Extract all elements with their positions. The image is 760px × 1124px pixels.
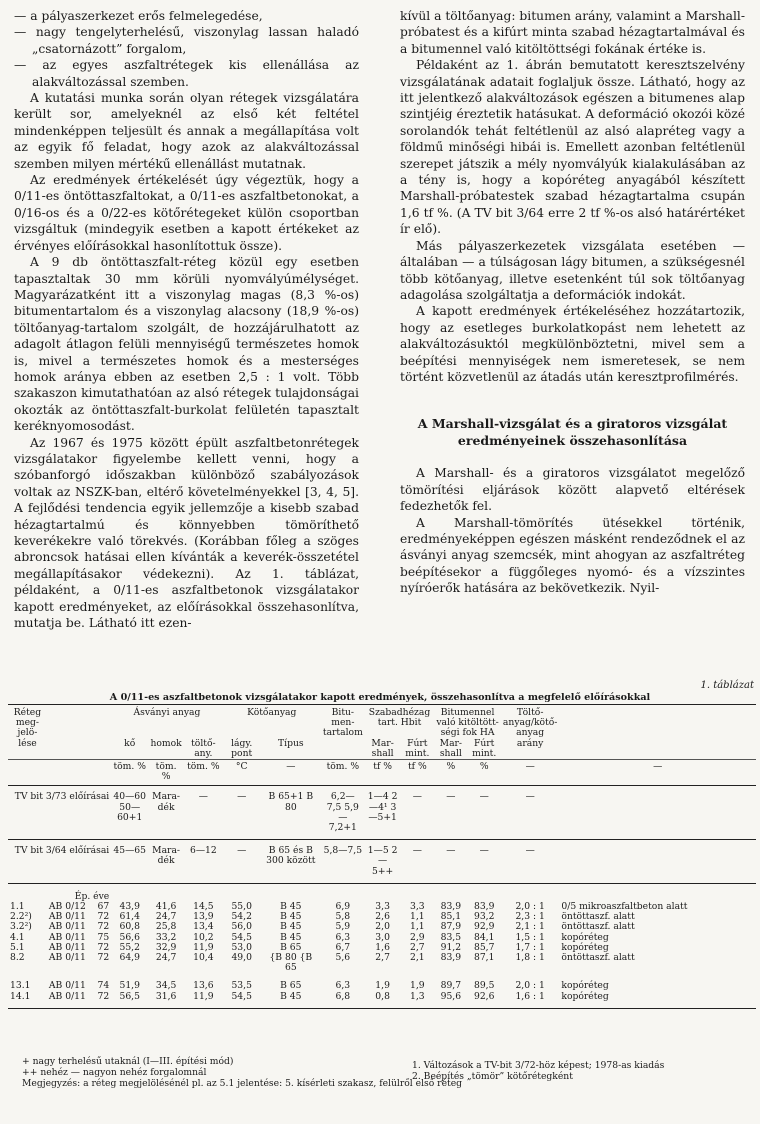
- table-cell: {B 80 {B 65: [269, 952, 313, 974]
- footnote: ++ nehéz — nagyon nehéz forgalomnál: [22, 1067, 207, 1078]
- table-cell: 6,9: [335, 901, 351, 913]
- table-cell: —: [479, 791, 489, 803]
- table-cell: 83,9: [440, 952, 462, 964]
- paragraph: A kutatási munka során olyan rétegek vizsgálatára került sor, amelyeknél az első két feltétel mindenképpen teljesült és annak a megállapítása volt az egyik fő feladat, hogy azok az alakváltozással szemben milyen mértékű ellenállást mutatnak.: [14, 91, 359, 171]
- table-cell: 2,7: [375, 952, 390, 964]
- table-cell: 56,0: [231, 921, 252, 933]
- right-text-column: [400, 8, 745, 597]
- list-item: — az egyes aszfaltrétegek kis ellenállása az alakváltozással szemben.: [14, 57, 359, 90]
- table-cell: 2,6: [375, 911, 390, 923]
- header-mineral: Ásványi anyag: [111, 705, 222, 739]
- layer-type: AB 0/11: [48, 990, 86, 1002]
- table-cell: 45—65: [111, 840, 148, 884]
- table-cell: —: [198, 791, 208, 803]
- table-cell: 31,6: [148, 992, 184, 1009]
- table-cell: B 45: [261, 992, 321, 1009]
- build-year: 72: [97, 921, 110, 933]
- header-binder: Kötőanyag: [223, 705, 321, 739]
- table-cell: 13,9: [193, 911, 214, 923]
- paragraph: A Marshall- és a giratoros vizsgálatot megelőző tömörítési eljárások között alapvető eltérések fedezhetők fel.: [400, 466, 745, 514]
- footnote: + nagy terhelésű utaknál (I—III. építési mód): [22, 1056, 234, 1067]
- table-cell: 54,5: [231, 931, 252, 943]
- results-table: [8, 704, 756, 1009]
- header-bitumen: Bitu-men-tartalom: [321, 705, 365, 760]
- table-cell: 6—12: [184, 840, 223, 884]
- table-cell: 2,0: [375, 921, 390, 933]
- table-cell: 25,8: [155, 921, 177, 933]
- table-cell: 8.2: [10, 952, 25, 964]
- header-kitolt: Bitumennel való kitöltött-ségi fok HA: [434, 705, 501, 739]
- table-cell: 40—60 50— 60+1: [113, 791, 146, 823]
- paragraph: Más pályaszerkezetek vizsgálata esetében — általában — a túlságosan lágy bitumen, a szükségesnél több kötőanyag, illetve esetenként túl sok töltőanyag adagolása szolgáltatja a deformációk indokát.: [400, 238, 745, 302]
- table-cell: 92,6: [467, 992, 500, 1009]
- table-cell: 2.2²): [10, 911, 32, 923]
- table-cell: B 45: [280, 931, 302, 943]
- table-cell: —: [412, 791, 422, 803]
- table-cell: 1,9: [375, 980, 390, 992]
- table-cell: 1—4 2—4¹ 3—5+1: [367, 791, 398, 823]
- table-cell: 2,0 : 1: [515, 980, 545, 992]
- table-cell: 64,9: [119, 952, 140, 964]
- table-cell: 10,2: [193, 931, 214, 943]
- paragraph: kívül a töltőanyag: bitumen arány, valamint a Marshall-próbatest és a kifúrt minta szabad hézagtartalmával és a bitumennel való kitöltöttségi fokának értéke is.: [400, 9, 745, 56]
- requirement-row: [8, 840, 756, 884]
- layer-type: AB 0/11: [48, 980, 86, 992]
- table-cell: 13,6: [193, 980, 214, 992]
- table-cell: 0,8: [365, 992, 401, 1009]
- table-cell: 85,7: [473, 941, 495, 953]
- build-year: 72: [97, 911, 110, 923]
- unit-cell: —: [559, 760, 756, 786]
- table-cell: 11,9: [193, 941, 214, 953]
- table-cell: 1,7 : 1: [515, 941, 545, 953]
- table-cell: —: [237, 791, 247, 803]
- table-cell: —: [434, 840, 467, 884]
- table-cell: 1—5 2— 5++: [365, 840, 401, 884]
- table-cell: —: [467, 840, 500, 884]
- table-cell: 10,4: [193, 952, 214, 964]
- table-cell: 11,9: [184, 992, 223, 1009]
- table-cell: B 65: [280, 980, 302, 992]
- table-cell: 61,4: [119, 911, 140, 923]
- unit-cell: töm. %: [148, 760, 184, 786]
- table-row: [8, 992, 756, 1009]
- table-cell: 3,0: [375, 931, 390, 943]
- table-cell: —: [400, 840, 434, 884]
- unit-cell: %: [467, 760, 500, 786]
- paragraph: Az eredmények értékelését úgy végeztük, hogy a 0/11-es öntöttaszfaltokat, a 0/11-es aszfaltbetonokat, a 0/16-os és a 0/22-es kötőrétegeket külön csoportban vizsgáltuk (mindegyik esetben a kapott értékeket az érvényes előírásokkal hasonlítottuk össze).: [14, 173, 359, 253]
- table-cell: öntöttaszf. alatt: [561, 952, 635, 964]
- unit-cell: tf %: [365, 760, 401, 786]
- table-cell: 91,2: [440, 941, 462, 953]
- header-layer: Réteg meg-jelö-lése: [8, 705, 47, 760]
- table-cell: 6,8: [321, 992, 365, 1009]
- table-cell: Ép. éve: [47, 883, 111, 902]
- table-label: 1. táblázat: [700, 680, 754, 691]
- header-kitolt-furt: Fúrt mint.: [472, 737, 497, 759]
- build-year: 67: [97, 901, 110, 913]
- header-kitolt-marshall: Mar-shall: [439, 737, 463, 759]
- table-cell: 2,0 : 1: [515, 901, 545, 913]
- table-cell: TV bit 3/73 előírásai: [14, 791, 110, 803]
- table-cell: 54,5: [223, 992, 261, 1009]
- table-cell: 13,4: [193, 921, 214, 933]
- table-cell: 2,7: [410, 941, 425, 953]
- paragraph: A 9 db öntöttaszfalt-réteg közül egy esetben tapasztaltak 30 mm körüli nyomvályúmélységet. Magyarázatként itt a viszonylag magas (8,3 %-os) bitumentartalom és a viszonylag alacsony (18,9 %-os) töltőanyag-tartalom szolgált, de hozzájárulhatott az adagolt átlagon felüli mennyiségű természetes homok is, mivel a természetes homok és a mesterséges homok aránya ebben az esetben 2,5 : 1 volt. Több szakaszon kimutathatóan az alsó rétegek tulajdonságai okozták az öntöttaszfalt-burkolat felületén tapasztalt keréknyomosodást.: [14, 255, 359, 434]
- table-cell: 53,0: [231, 941, 252, 953]
- table-cell: 6,7: [335, 941, 351, 953]
- table-cell: 95,6: [434, 992, 467, 1009]
- layer-type: AB 0/11: [48, 911, 86, 923]
- section-heading: A Marshall-vizsgálat és a giratoros vizsgálat eredményeinek összehasonlítása: [417, 416, 728, 449]
- table-cell: 1,6 : 1: [501, 992, 559, 1009]
- table-cell: B 45: [280, 901, 302, 913]
- table-cell: 24,7: [155, 952, 177, 964]
- unit-cell: —: [261, 760, 321, 786]
- table-cell: 2,1: [410, 952, 425, 964]
- table-cell: 93,2: [473, 911, 495, 923]
- list-item: — nagy tengelyterhelésű, viszonylag lassan haladó „csatornázott” forgalom,: [14, 24, 359, 57]
- table-cell: Mara-dék: [148, 840, 184, 884]
- table-cell: 54,2: [231, 911, 252, 923]
- table-cell: 2,9: [410, 931, 425, 943]
- table-cell: 56,6: [119, 931, 140, 943]
- table-cell: öntöttaszf. alatt: [561, 911, 635, 923]
- table-cell: 43,9: [119, 901, 140, 913]
- table-cell: 1.1: [10, 901, 25, 913]
- table-cell: 83,9: [440, 901, 462, 913]
- table-cell: 5,9: [335, 921, 351, 933]
- layer-type: AB 0/11: [48, 952, 86, 964]
- table-cell: 83,9: [473, 901, 495, 913]
- table-cell: 53,5: [231, 980, 252, 992]
- paragraph: A kapott eredmények értékeléséhez hozzátartozik, hogy az esetleges burkolatkopást nem lehetett az alakváltozásuktól megkülönböztetni, mivel sem a beépítési mennyiségek nem ismeretesek, se nem történt közvetlenül az átadás után keresztprofilmérés.: [400, 304, 745, 384]
- table-cell: 5,6: [335, 952, 351, 964]
- table-cell: 2,1 : 1: [515, 921, 545, 933]
- header-homok: homok: [150, 737, 182, 749]
- table-cell: 4.1: [10, 931, 25, 943]
- table-cell: 6,2— 7,5 5,9— 7,2+1: [326, 791, 359, 834]
- table-cell: 92,9: [473, 921, 495, 933]
- table-cell: —: [501, 840, 559, 884]
- table-cell: B 65: [280, 941, 302, 953]
- unit-cell: °C: [223, 760, 261, 786]
- build-year: 74: [97, 980, 110, 992]
- table-cell: Mara-dék: [152, 791, 181, 813]
- footnote: Megjegyzés: a réteg megjelölésénél pl. az 5.1 jelentése: 5. kísérleti szakasz, felülről első réteg: [22, 1078, 463, 1089]
- header-hezag-marshall: Mar-shall: [371, 737, 394, 759]
- table-cell: kopóréteg: [561, 931, 609, 943]
- table-cell: 60,8: [119, 921, 140, 933]
- table-cell: 33,2: [155, 931, 177, 943]
- layer-type: AB 0/11: [48, 931, 86, 943]
- table-cell: 3,3: [375, 901, 390, 913]
- footnotes-left: [22, 1056, 462, 1089]
- header-hezag-furt: Fúrt mint.: [405, 737, 430, 759]
- unit-cell: töm. %: [111, 760, 148, 786]
- table-cell: B 45: [280, 911, 302, 923]
- table-cell: B 65 és B 300 között: [261, 840, 321, 884]
- table-cell: 87,1: [473, 952, 495, 964]
- table-cell: 2,3 : 1: [515, 911, 545, 923]
- table-cell: 3,3: [410, 901, 425, 913]
- paragraph: Az 1967 és 1975 között épült aszfaltbetonrétegek vizsgálatakor figyelembe kellett venni, hogy a szóbanforgó időszakban különböző szabályozások voltak az NSZK-ban, eltérő követelményekkel [3, 4, 5]. A fejlődési tendencia egyik jellemzője a kisebb szabad hézagtartalmú és könnyebben tömöríthető keverékekre való törekvés. (Korábban főleg a szöges abroncsok hatásai ellen kívánták a keverék-összetétel megállapításakor védekezni). Az 1. táblázat, példaként, a 0/11-es aszfaltbetonok vizsgálatakor kapott eredményeket, az előírásokkal összehasonlítva, mutatja be. Látható itt ezen-: [14, 435, 359, 631]
- table-cell: 41,6: [155, 901, 177, 913]
- header-hezag: Szabadhézag tart. Hbit: [365, 705, 434, 739]
- table-cell: 0/5 mikroaszfaltbeton alatt: [561, 901, 688, 913]
- list-item: — a pályaszerkezet erős felmelegedése,: [14, 8, 359, 24]
- build-year-label-row: [8, 883, 756, 902]
- table-cell: 49,0: [231, 952, 252, 964]
- table-cell: 1,9: [410, 980, 425, 992]
- table-cell: 34,5: [155, 980, 177, 992]
- layer-type: AB 0/11: [48, 941, 86, 953]
- table-cell: 84,1: [473, 931, 495, 943]
- table-cell: 13.1: [10, 980, 31, 992]
- build-year: 75: [97, 931, 110, 943]
- table-cell: 14.1: [8, 992, 47, 1009]
- table-cell: 87,9: [440, 921, 462, 933]
- header-tolto: töltő-any.: [191, 737, 216, 759]
- table-row: [8, 953, 756, 973]
- header-ko: kő: [124, 737, 136, 749]
- table-cell: 55,2: [119, 941, 140, 953]
- table-cell: 5,8—7,5: [321, 840, 365, 884]
- footnote: 1. Változások a TV-bit 3/72-höz képest; 1978-as kiadás: [412, 1060, 665, 1071]
- table-cell: 89,5: [473, 980, 495, 992]
- requirement-row: [8, 786, 756, 840]
- table-cell: 55,0: [231, 901, 252, 913]
- table-title: A 0/11-es aszfaltbetonok vizsgálatakor kapott eredmények, összehasonlítva a megfelelő előírásokkal: [109, 692, 651, 703]
- layer-type: AB 0/12: [48, 901, 86, 913]
- table-cell: 83,5: [440, 931, 462, 943]
- table-cell: 24,7: [155, 911, 177, 923]
- build-year: 72: [97, 990, 110, 1002]
- table-cell: 6,3: [335, 931, 351, 943]
- table-cell: 1,8 : 1: [515, 952, 545, 964]
- table-cell: 1,5 : 1: [515, 931, 545, 943]
- table-cell: 32,9: [155, 941, 177, 953]
- left-text-column: [14, 8, 359, 631]
- header-lagy: lágy. pont: [231, 737, 253, 759]
- unit-cell: töm. %: [321, 760, 365, 786]
- header-tipus: Típus: [278, 737, 304, 749]
- table-cell: 85,1: [440, 911, 462, 923]
- table-cell: 6,3: [335, 980, 351, 992]
- table-cell: 56,5: [111, 992, 148, 1009]
- table-cell: 14,5: [193, 901, 214, 913]
- build-year: 72: [97, 952, 110, 964]
- paragraph: A Marshall-tömörítés ütésekkel történik, eredményeképpen egészen másként rendeződnek el az ásványi anyag szemcsék, mint ahogyan az aszfaltréteg beépítésekor a függőleges nyomó- és a vízszintes nyíróerők hatására az bekövetkezik. Nyil-: [400, 515, 745, 596]
- unit-cell: —: [501, 760, 559, 786]
- table-cell: TV bit 3/64 előírásai: [8, 840, 111, 884]
- table-cell: 1,1: [410, 921, 425, 933]
- layer-type: AB 0/11: [48, 921, 86, 933]
- build-year: 72: [97, 941, 110, 953]
- footnotes-right: [412, 1060, 664, 1082]
- paragraph: Példaként az 1. ábrán bemutatott keresztszelvény vizsgálatának adatait foglaljuk össze. Látható, hogy az itt jelentkező alakváltozások egészen a bitumenes alap szintjéig éreztetik hatásukat. A deformáció okozói közé sorolandók tehát feltétlenül az alsó alapréteg vagy a földmű minőségi hibái is. Emellett azonban feltétlenül szerepet játszik a mély nyomvályúk kialakulásában az a tény is, hogy a kopóréteg anyagából készített Marshall-próbatestek szabad hézagtartalma csupán 1,6 tf %. (A TV bit 3/64 erre 2 tf %-os alsó határértéket ír elő).: [400, 58, 745, 237]
- unit-cell: %: [434, 760, 467, 786]
- table-cell: kopóréteg: [559, 992, 756, 1009]
- table-cell: B 65+1 B 80: [268, 791, 314, 813]
- table-cell: 5,8: [335, 911, 351, 923]
- table-cell: 51,9: [119, 980, 140, 992]
- table-cell: 89,7: [440, 980, 462, 992]
- table-cell: kopóréteg: [561, 941, 609, 953]
- table-cell: —: [525, 791, 535, 803]
- footnote: 2. Beépítés „tömör” kötőrétegként: [412, 1071, 573, 1082]
- table-cell: 5.1: [10, 941, 25, 953]
- table-cell: 1,6: [375, 941, 390, 953]
- table-cell: 1,1: [410, 911, 425, 923]
- table-cell: öntöttaszf. alatt: [561, 921, 635, 933]
- table-cell: B 45: [280, 921, 302, 933]
- unit-cell: töm. %: [184, 760, 223, 786]
- table-cell: 3.2²): [10, 921, 32, 933]
- header-arany: Töltő-anyag/kötő-anyag arány: [501, 705, 559, 760]
- unit-cell: tf %: [400, 760, 434, 786]
- table-cell: kopóréteg: [561, 980, 609, 992]
- table-cell: 1,3: [400, 992, 434, 1009]
- table-cell: —: [446, 791, 456, 803]
- table-cell: —: [223, 840, 261, 884]
